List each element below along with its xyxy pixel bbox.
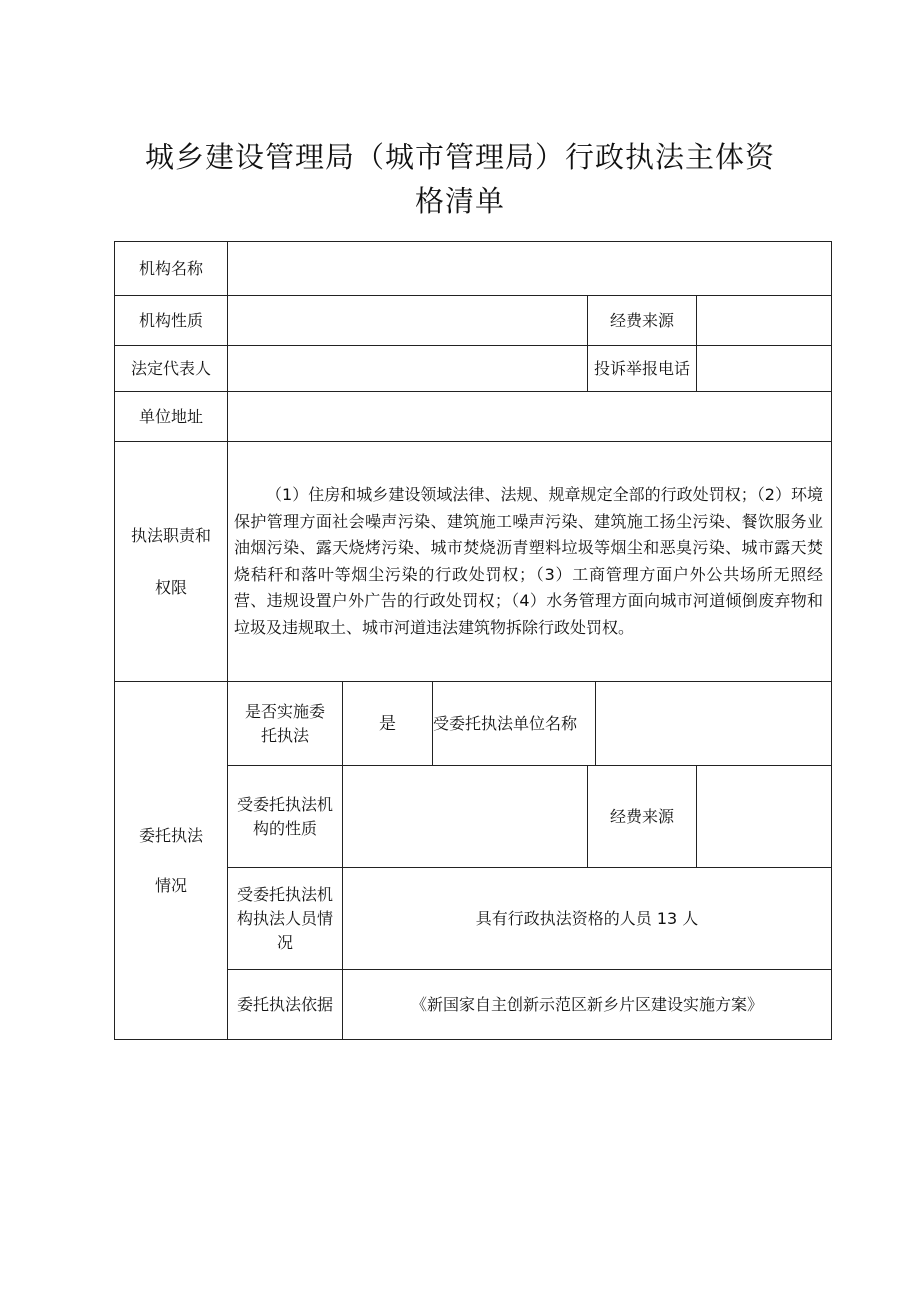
legal-rep-label: 法定代表人 xyxy=(115,346,228,392)
duties-text-cell xyxy=(228,442,832,682)
page-title xyxy=(0,135,920,223)
address-label: 单位地址 xyxy=(115,392,228,442)
implement-label-line2: 托执法 xyxy=(260,725,309,745)
row-org-name xyxy=(115,242,832,296)
complaint-phone-label: 投诉举报电话 xyxy=(588,346,697,392)
implement-label-line1: 是否实施委 xyxy=(244,701,325,721)
implement-label xyxy=(228,682,343,766)
org-nature-label: 机构性质 xyxy=(115,296,228,346)
delegation-section-label xyxy=(115,682,228,1040)
row-address xyxy=(115,392,832,442)
row-org-nature xyxy=(115,296,832,346)
implement-value: 是 xyxy=(343,682,433,766)
personnel-label-line2: 构执法人员情 xyxy=(236,908,333,928)
row-duties xyxy=(115,442,832,682)
funding-label: 经费来源 xyxy=(588,296,697,346)
legal-rep-value xyxy=(228,346,588,392)
personnel-value: 具有行政执法资格的人员 13 人 xyxy=(343,868,832,970)
basis-value: 《新国家自主创新示范区新乡片区建设实施方案》 xyxy=(343,970,832,1040)
row-delegation-implement xyxy=(115,682,832,766)
funding-value xyxy=(697,296,832,346)
entrusted-name-value xyxy=(596,682,832,766)
org-nature-value xyxy=(228,296,588,346)
row-legal-rep xyxy=(115,346,832,392)
entrusted-funding-label: 经费来源 xyxy=(588,766,697,868)
org-name-label: 机构名称 xyxy=(115,242,228,296)
duties-label-line2: 权限 xyxy=(154,577,187,597)
duties-label-line1: 执法职责和 xyxy=(130,525,211,545)
basis-label: 委托执法依据 xyxy=(228,970,343,1040)
qualification-table xyxy=(114,241,832,1040)
delegation-label-line1: 委托执法 xyxy=(138,825,203,845)
entrusted-nature-value xyxy=(343,766,588,868)
personnel-label-line3: 况 xyxy=(276,932,293,952)
entrusted-funding-value xyxy=(697,766,832,868)
entrusted-name-label: 受委托执法单位名称 xyxy=(433,682,596,766)
org-name-value xyxy=(228,242,832,296)
page-title-line1: 城乡建设管理局（城市管理局）行政执法主体资 xyxy=(144,140,775,174)
page-title-line2: 格清单 xyxy=(414,184,505,218)
entrusted-nature-label xyxy=(228,766,343,868)
duties-text: （1）住房和城乡建设领域法律、法规、规章规定全部的行政处罚权；（2）环境保护管理方面社会噪声污染、建筑施工噪声污染、建筑施工扬尘污染、餐饮服务业油烟污染、露天烧烤污染、城市焚烧沥青塑料垃圾等烟尘和恶臭污染、城市露天焚烧秸秆和落叶等烟尘污染的行政处罚权；（3）工商管理方面户外公共场所无照经营、违规设置户外广告的行政处罚权；（4）水务管理方面向城市河道倾倒废弃物和垃圾及违规取土、城市河道违法建筑物拆除行政处罚权。 xyxy=(234,485,824,637)
delegation-label-line2: 情况 xyxy=(154,875,187,895)
personnel-label xyxy=(228,868,343,970)
complaint-phone-value xyxy=(697,346,832,392)
address-value xyxy=(228,392,832,442)
entrusted-nature-label-line1: 受委托执法机 xyxy=(236,794,333,814)
duties-label xyxy=(115,442,228,682)
personnel-label-line1: 受委托执法机 xyxy=(236,884,333,904)
entrusted-nature-label-line2: 构的性质 xyxy=(252,818,317,838)
